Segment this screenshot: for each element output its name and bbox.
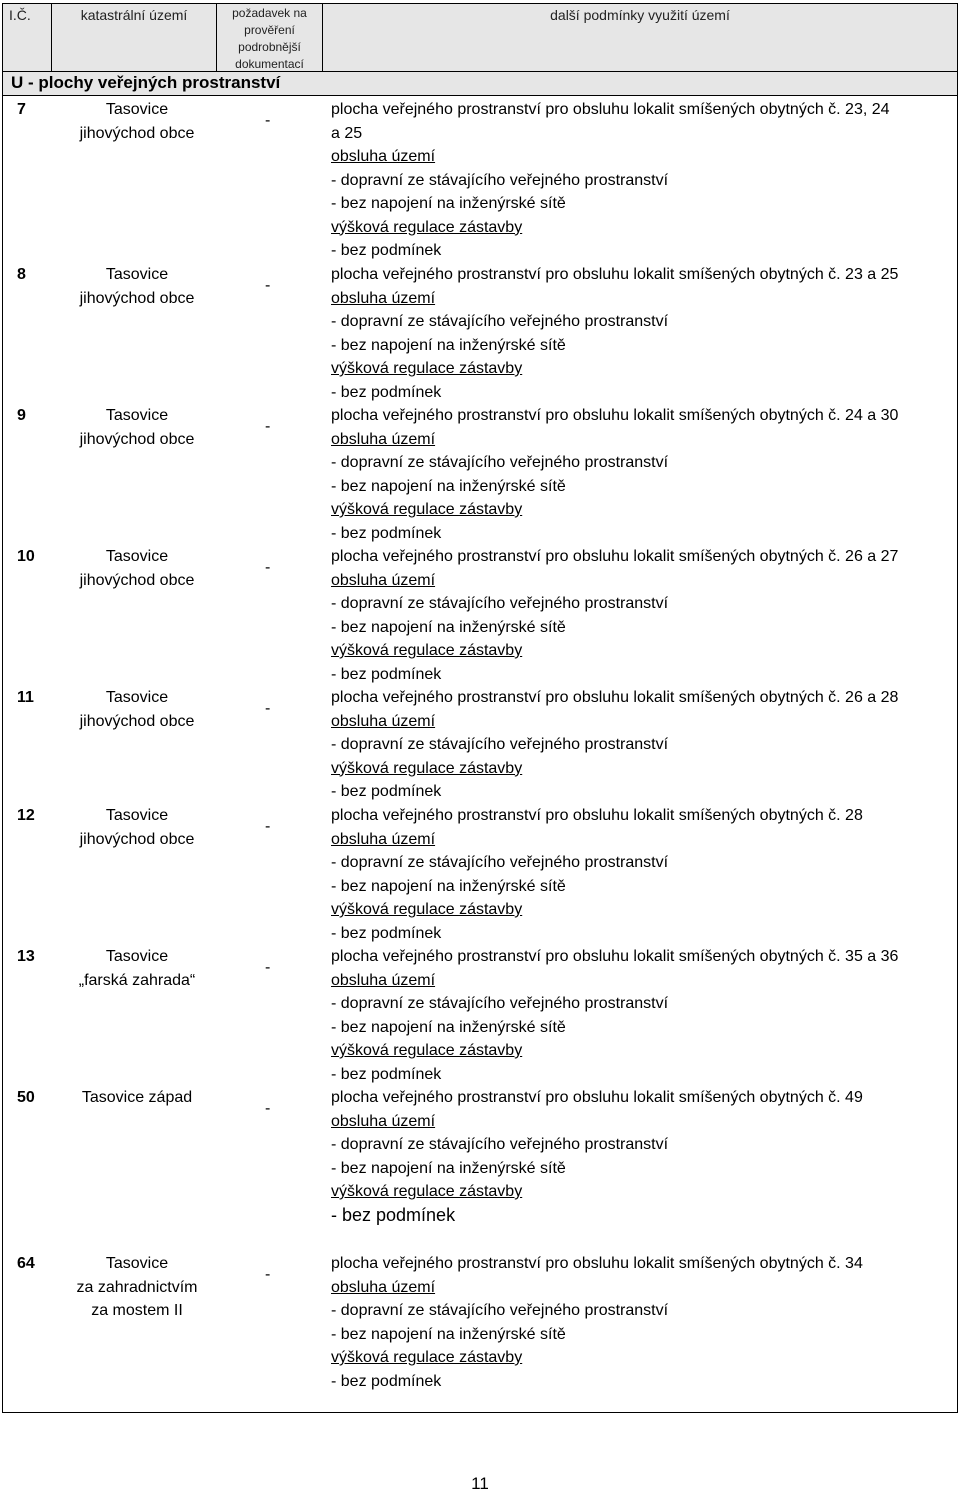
area-line: jihovýchod obce <box>79 571 195 589</box>
row-requirement: - <box>265 418 271 435</box>
height-item: - bez podmínek <box>331 524 442 542</box>
row-number: 10 <box>17 548 35 565</box>
row-number: 8 <box>17 266 26 283</box>
height-label: výšková regulace zástavby <box>331 901 523 918</box>
row-area <box>52 686 222 733</box>
service-item: - bez napojení na inženýrské sítě <box>331 336 566 354</box>
service-item: - bez napojení na inženýrské sítě <box>331 195 566 212</box>
area-line: za zahradnictvím <box>76 1278 198 1296</box>
height-item: - bez podmínek <box>331 1372 442 1390</box>
header-number: I.Č. <box>3 4 52 71</box>
service-label: obsluha území <box>331 1278 436 1296</box>
area-line: Tasovice západ <box>81 1089 193 1106</box>
area-line: Tasovice <box>105 266 169 283</box>
row-area <box>52 1252 222 1323</box>
area-line: Tasovice <box>105 807 169 824</box>
row-conditions <box>331 1252 956 1393</box>
row-conditions <box>331 98 956 263</box>
service-label: obsluha území <box>331 148 436 165</box>
header-conditions: další podmínky využití území <box>323 4 957 71</box>
header-requirement-line: prověření <box>244 23 295 37</box>
area-title: plocha veřejného prostranství pro obsluhu lokalit smíšených obytných č. 49 <box>331 1089 863 1106</box>
service-label: obsluha území <box>331 430 436 448</box>
area-title: plocha veřejného prostranství pro obsluhu lokalit smíšených obytných č. 26 a 28 <box>331 689 899 706</box>
area-line: Tasovice <box>105 407 169 424</box>
area-title: plocha veřejného prostranství pro obsluhu lokalit smíšených obytných č. 28 <box>331 807 863 824</box>
row-conditions <box>331 1086 956 1227</box>
height-item: - bez podmínek <box>331 383 442 401</box>
service-item: - bez napojení na inženýrské sítě <box>331 1018 566 1036</box>
service-item: - dopravní ze stávajícího veřejného prostranství <box>331 171 669 189</box>
header-requirement-line: požadavek na <box>232 6 307 20</box>
row-area <box>52 98 222 145</box>
area-line: za mostem II <box>91 1302 183 1319</box>
row-conditions <box>331 404 956 545</box>
area-line: Tasovice <box>105 1255 169 1272</box>
regulation-table <box>2 3 958 1413</box>
area-title: plocha veřejného prostranství pro obsluhu lokalit smíšených obytných č. 23 a 25 <box>331 266 899 283</box>
service-item: - bez napojení na inženýrské sítě <box>331 618 566 636</box>
service-item: - dopravní ze stávajícího veřejného prostranství <box>331 854 669 871</box>
section-title: U - plochy veřejných prostranství <box>3 72 957 96</box>
row-area <box>52 545 222 592</box>
row-conditions <box>331 263 956 404</box>
service-item: - bez napojení na inženýrské sítě <box>331 1325 566 1343</box>
area-title: plocha veřejného prostranství pro obsluhu lokalit smíšených obytných č. 34 <box>331 1255 863 1272</box>
height-label: výšková regulace zástavby <box>331 218 523 236</box>
area-line: Tasovice <box>105 948 169 965</box>
row-requirement: - <box>265 277 271 294</box>
area-line: jihovýchod obce <box>79 430 195 448</box>
service-item: - dopravní ze stávajícího veřejného prostranství <box>331 995 669 1012</box>
height-item: - bez podmínek <box>331 242 442 259</box>
row-requirement: - <box>265 818 271 835</box>
row-requirement: - <box>265 559 271 576</box>
height-label: výšková regulace zástavby <box>331 1349 523 1366</box>
service-label: obsluha území <box>331 830 436 848</box>
height-item: - bez podmínek <box>331 1204 456 1225</box>
row-number: 13 <box>17 948 35 965</box>
height-label: výšková regulace zástavby <box>331 1042 523 1059</box>
row-conditions <box>331 945 956 1086</box>
row-requirement: - <box>265 959 271 976</box>
row-area <box>52 1086 222 1110</box>
row-area <box>52 263 222 310</box>
row-number: 9 <box>17 407 26 424</box>
area-title: plocha veřejného prostranství pro obsluhu lokalit smíšených obytných č. 26 a 27 <box>331 548 899 565</box>
service-label: obsluha území <box>331 289 436 307</box>
service-item: - dopravní ze stávajícího veřejného prostranství <box>331 595 669 612</box>
area-line: jihovýchod obce <box>79 124 195 142</box>
height-label: výšková regulace zástavby <box>331 1183 523 1200</box>
service-item: - dopravní ze stávajícího veřejného prostranství <box>331 736 669 753</box>
page-number: 11 <box>471 1474 489 1493</box>
service-item: - bez napojení na inženýrské sítě <box>331 1159 566 1177</box>
row-conditions <box>331 545 956 686</box>
service-label: obsluha území <box>331 1112 436 1130</box>
row-area <box>52 804 222 851</box>
service-label: obsluha území <box>331 571 436 589</box>
area-line: jihovýchod obce <box>79 712 195 730</box>
area-line: jihovýchod obce <box>79 830 195 848</box>
header-cadastral-area: katastrální území <box>52 4 217 71</box>
row-number: 11 <box>17 689 34 706</box>
area-line: Tasovice <box>105 548 169 565</box>
area-line: „farská zahrada“ <box>78 971 196 989</box>
row-number: 7 <box>17 101 26 118</box>
row-requirement: - <box>265 1100 271 1117</box>
height-item: - bez podmínek <box>331 1065 442 1083</box>
service-item: - bez napojení na inženýrské sítě <box>331 877 566 895</box>
row-number: 50 <box>17 1089 35 1106</box>
height-label: výšková regulace zástavby <box>331 360 523 377</box>
service-item: - dopravní ze stávajícího veřejného prostranství <box>331 1302 669 1319</box>
height-item: - bez podmínek <box>331 783 442 800</box>
area-title: a 25 <box>331 124 363 142</box>
header-requirement-line: dokumentací <box>235 57 304 71</box>
service-item: - dopravní ze stávajícího veřejného prostranství <box>331 313 669 330</box>
height-label: výšková regulace zástavby <box>331 501 523 518</box>
area-title: plocha veřejného prostranství pro obsluhu lokalit smíšených obytných č. 35 a 36 <box>331 948 899 965</box>
row-requirement: - <box>265 112 271 129</box>
row-number: 64 <box>17 1255 35 1272</box>
area-line: Tasovice <box>105 689 169 706</box>
height-label: výšková regulace zástavby <box>331 642 523 659</box>
area-title: plocha veřejného prostranství pro obsluhu lokalit smíšených obytných č. 23, 24 <box>331 101 890 118</box>
service-item: - bez napojení na inženýrské sítě <box>331 477 566 495</box>
service-label: obsluha území <box>331 971 436 989</box>
service-item: - dopravní ze stávajícího veřejného prostranství <box>331 1136 669 1153</box>
row-conditions <box>331 686 956 804</box>
row-requirement: - <box>265 1266 271 1283</box>
row-requirement: - <box>265 700 271 717</box>
service-label: obsluha území <box>331 712 436 730</box>
row-area <box>52 404 222 451</box>
service-item: - dopravní ze stávajícího veřejného prostranství <box>331 454 669 471</box>
header-requirement <box>217 4 323 71</box>
area-line: jihovýchod obce <box>79 289 195 307</box>
area-title: plocha veřejného prostranství pro obsluhu lokalit smíšených obytných č. 24 a 30 <box>331 407 899 424</box>
height-item: - bez podmínek <box>331 924 442 942</box>
height-item: - bez podmínek <box>331 665 442 683</box>
header-requirement-line: podrobnější <box>238 40 301 54</box>
area-line: Tasovice <box>105 101 169 118</box>
row-conditions <box>331 804 956 945</box>
row-number: 12 <box>17 807 35 824</box>
row-area <box>52 945 222 992</box>
height-label: výšková regulace zástavby <box>331 759 523 777</box>
